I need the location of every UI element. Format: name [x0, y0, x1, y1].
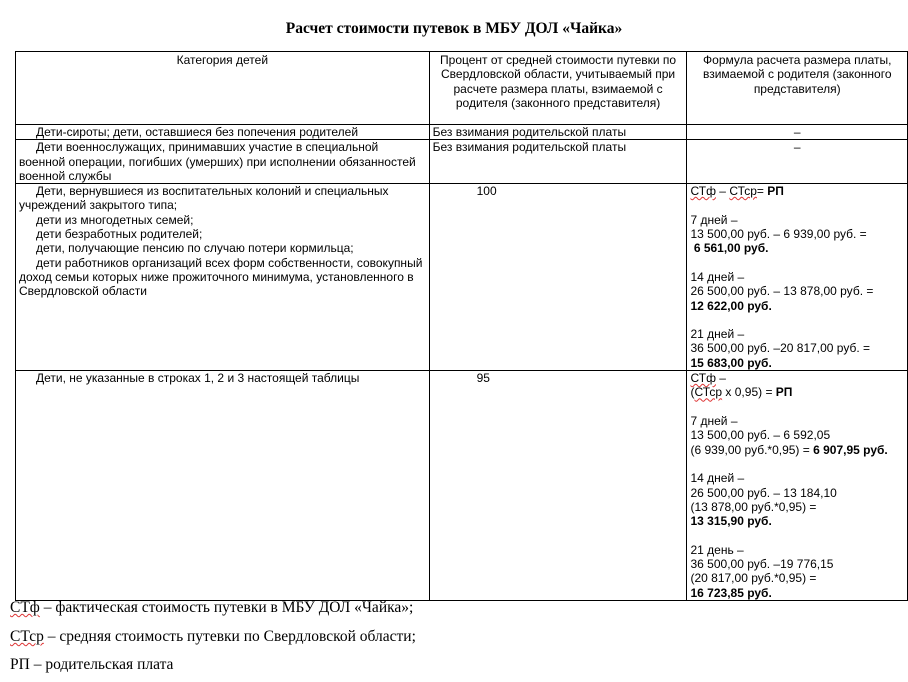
table-row — [16, 140, 908, 184]
row3-category-item: дети, получающие пенсию по случаю потери кормильца; — [36, 241, 354, 256]
stf-abbr: СТф — [690, 371, 716, 386]
header-formula: Формула расчета размера платы, взимаемой с родителя (законного представителя) — [687, 52, 908, 125]
formula-open: ( — [690, 385, 695, 400]
row4-formula-line1 — [690, 371, 904, 385]
row4-category-text: Дети, не указанные в строках 1, 2 и 3 настоящей таблицы — [36, 371, 360, 386]
row4-formula-line2 — [690, 385, 904, 399]
row4-7days-label: 7 дней – — [690, 414, 738, 429]
formula-mult: х 0,95) = — [722, 385, 776, 400]
rp-abbr: РП — [775, 385, 793, 400]
row2-category — [16, 140, 430, 184]
formula-dash: – — [715, 184, 730, 199]
row2-percent: Без взимания родительской платы — [429, 140, 687, 184]
row4-14days-calc: 26 500,00 руб. – 13 184,10 — [690, 485, 837, 500]
legend-stsr — [10, 628, 416, 646]
page-title: Расчет стоимости путевок в МБУ ДОЛ «Чайка» — [285, 20, 623, 37]
row3-category — [16, 184, 430, 371]
row1-percent: Без взимания родительской платы — [429, 125, 687, 140]
row4-21days-calc: 36 500,00 руб. –19 776,15 — [690, 557, 834, 572]
legend-stf-text: – фактическая стоимость путевки в МБУ ДОЛ «Чайка»; — [39, 599, 414, 616]
row4-14days-expr: (13 878,00 руб.*0,95) = — [690, 499, 817, 514]
row3-21days-calc: 36 500,00 руб. –20 817,00 руб. = — [690, 341, 871, 356]
row3-21days-result: 15 683,00 руб. — [690, 355, 772, 370]
row4-7days-calc: 13 500,00 руб. – 6 592,05 — [690, 428, 831, 443]
row3-7days-label: 7 дней – — [690, 212, 738, 227]
row1-category — [16, 125, 430, 140]
row4-7days-expr — [690, 443, 904, 457]
row1-formula: – — [687, 125, 908, 140]
row4-category — [16, 371, 430, 601]
row3-21days-label: 21 дней – — [690, 327, 745, 342]
row4-14days-result: 13 315,90 руб. — [690, 514, 772, 529]
row3-7days-calc: 13 500,00 руб. – 6 939,00 руб. = — [690, 227, 867, 242]
stf-abbr: СТф — [690, 184, 716, 199]
row4-7days-expr-text: (6 939,00 руб.*0,95) = — [690, 442, 814, 457]
header-percent: Процент от средней стоимости путевки по Свердловской области, учитываемый при расчете размера платы, взимаемой с родителя (законного представителя) — [429, 52, 687, 125]
row2-formula: – — [687, 140, 908, 184]
row4-21days-result: 16 723,85 руб. — [690, 585, 772, 600]
row3-formula — [687, 184, 908, 371]
stsr-abbr: СТср — [694, 385, 723, 400]
formula-dash: – — [715, 371, 726, 386]
rp-abbr: РП — [767, 184, 784, 199]
row3-14days-calc: 26 500,00 руб. – 13 878,00 руб. = — [690, 284, 874, 299]
legend-rp: РП – родительская плата — [10, 656, 174, 673]
table-row — [16, 125, 908, 140]
header-category: Категория детей — [16, 52, 430, 125]
legend-stsr-abbr: СТср — [10, 628, 44, 645]
row4-21days-expr: (20 817,00 руб.*0,95) = — [690, 571, 817, 586]
stsr-abbr: СТср — [729, 184, 757, 199]
legend-stf — [10, 599, 413, 617]
row3-category-item: дети работников организаций всех форм собственности, совокупный доход семьи которых ниже прожиточного минимума, установленного в Свердловской области — [19, 255, 423, 299]
table-header-row — [16, 52, 908, 125]
row4-percent: 95 — [429, 371, 687, 601]
row3-category-item: Дети, вернувшиеся из воспитательных колоний и специальных учреждений закрытого типа; — [19, 184, 389, 213]
legend-stsr-text: – средняя стоимость путевки по Свердловской области; — [43, 628, 416, 645]
legend-stf-abbr: СТф — [10, 599, 40, 616]
row3-category-item: дети из многодетных семей; — [36, 212, 194, 227]
row3-14days-result: 12 622,00 руб. — [690, 298, 772, 313]
row4-21days-label: 21 день – — [690, 542, 744, 557]
row3-category-item: дети безработных родителей; — [36, 227, 203, 242]
row3-formula-main — [690, 184, 904, 198]
formula-eq: = — [756, 184, 768, 199]
row2-category-text: Дети военнослужащих, принимавших участие в специальной военной операции, погибших (умерших) при исполнении обязанностей военной службы — [19, 140, 416, 183]
table-row — [16, 371, 908, 601]
row4-14days-label: 14 дней – — [690, 471, 745, 486]
row3-14days-label: 14 дней – — [690, 269, 745, 284]
cost-table — [15, 51, 908, 601]
row4-7days-result: 6 907,95 руб. — [813, 442, 888, 457]
row1-category-text: Дети-сироты; дети, оставшиеся без попечения родителей — [36, 125, 359, 139]
row4-formula — [687, 371, 908, 601]
row3-percent: 100 — [429, 184, 687, 371]
table-row — [16, 184, 908, 371]
row3-7days-result: 6 561,00 руб. — [690, 241, 769, 256]
